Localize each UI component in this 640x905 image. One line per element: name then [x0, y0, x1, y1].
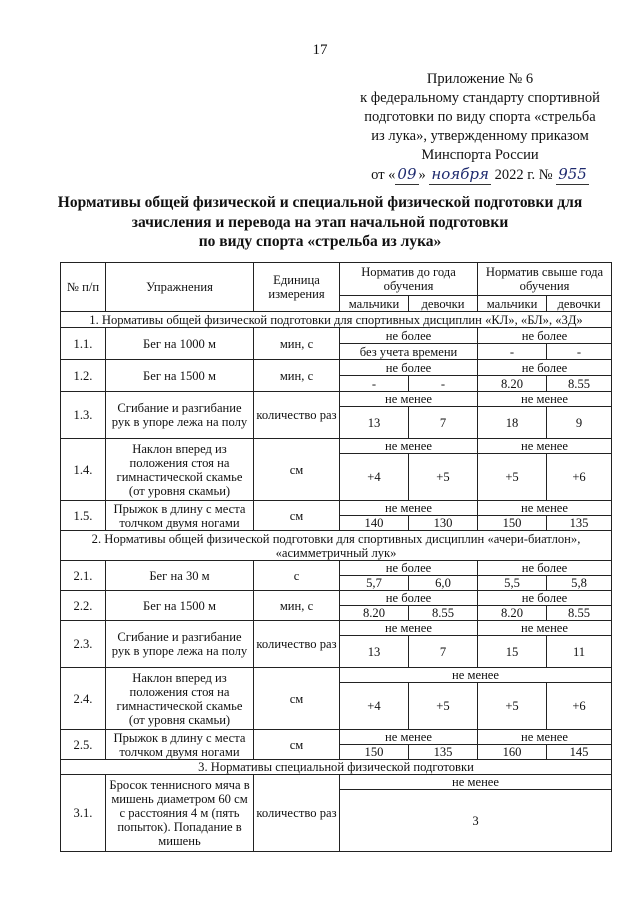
header-norm-upto: Норматив до года обучения [340, 263, 478, 296]
appendix-line: из лука», утвержденному приказом [371, 128, 589, 144]
table-row [61, 730, 612, 745]
header-norm-over: Норматив свыше года обучения [478, 263, 612, 296]
appendix-header [330, 70, 630, 185]
value: 160 [478, 745, 547, 760]
exercise-name: Бросок теннисного мяча в мишень диаметром 60 см с расстояния 4 м (пять попыток). Попадание в мишень [106, 775, 254, 852]
value: 8.55 [547, 376, 612, 392]
condition: не менее [340, 439, 478, 454]
condition: не менее [478, 392, 612, 407]
value: +6 [547, 683, 612, 730]
unit: см [254, 439, 340, 501]
value: 8.20 [478, 376, 547, 392]
date-prefix: от « [371, 167, 396, 183]
section-title: 1. Нормативы общей физической подготовки для спортивных дисциплин «КЛ», «БЛ», «3Д» [61, 312, 612, 328]
section-row [61, 312, 612, 328]
row-number: 2.5. [61, 730, 106, 760]
header-boys: мальчики [478, 296, 547, 312]
condition: не менее [340, 621, 478, 636]
header-boys: мальчики [340, 296, 409, 312]
unit: см [254, 668, 340, 730]
value: 6,0 [409, 576, 478, 591]
value: 8.55 [547, 606, 612, 621]
table-row [61, 392, 612, 407]
value: 7 [409, 407, 478, 439]
handwritten-day: 09 [397, 165, 417, 183]
row-number: 2.1. [61, 561, 106, 591]
table-row [61, 328, 612, 344]
value: 8.20 [478, 606, 547, 621]
table-row [61, 621, 612, 636]
value: 150 [478, 516, 547, 531]
value: - [547, 344, 612, 360]
title-line: Нормативы общей физической и специальной физической подготовки для [57, 194, 583, 211]
unit: количество раз [254, 621, 340, 668]
value: +5 [409, 683, 478, 730]
table-header-row [61, 263, 612, 296]
condition: не менее [340, 392, 478, 407]
title-line: зачисления и перевода на этап начальной подготовки [131, 213, 509, 231]
condition: не более [340, 561, 478, 576]
row-number: 1.5. [61, 501, 106, 531]
condition: не более [340, 360, 478, 376]
condition: не менее [478, 439, 612, 454]
condition: не более [478, 328, 612, 344]
value: 150 [340, 745, 409, 760]
condition: не менее [340, 730, 478, 745]
appendix-line: Приложение № 6 [426, 71, 534, 87]
exercise-name: Бег на 1000 м [106, 328, 254, 360]
row-number: 1.1. [61, 328, 106, 360]
table-row [61, 775, 612, 790]
value: 135 [409, 745, 478, 760]
value: +5 [478, 683, 547, 730]
value: 140 [340, 516, 409, 531]
table-row [61, 668, 612, 683]
header-exercise: Упражнения [106, 263, 254, 312]
condition: не менее [478, 501, 612, 516]
value: 13 [340, 407, 409, 439]
table-row [61, 439, 612, 454]
value: - [340, 376, 409, 392]
exercise-name: Прыжок в длину с места толчком двумя ногами [106, 501, 254, 531]
value: без учета времени [340, 344, 478, 360]
table-row [61, 501, 612, 516]
unit: с [254, 561, 340, 591]
unit: см [254, 501, 340, 531]
exercise-name: Бег на 1500 м [106, 591, 254, 621]
section-title: 3. Нормативы специальной физической подготовки [61, 760, 612, 775]
value: 5,7 [340, 576, 409, 591]
appendix-line: подготовки по виду спорта «стрельба [364, 109, 596, 125]
value: +5 [478, 454, 547, 501]
row-number: 1.4. [61, 439, 106, 501]
value: 9 [547, 407, 612, 439]
value: +5 [409, 454, 478, 501]
value: 3 [340, 790, 612, 852]
table-row [61, 561, 612, 576]
condition: не менее [340, 501, 478, 516]
condition: не более [340, 328, 478, 344]
value: +4 [340, 683, 409, 730]
header-girls: девочки [409, 296, 478, 312]
unit: мин, с [254, 591, 340, 621]
value: 5,8 [547, 576, 612, 591]
handwritten-month: ноября [431, 165, 489, 183]
row-number: 1.2. [61, 360, 106, 392]
row-number: 2.3. [61, 621, 106, 668]
row-number: 3.1. [61, 775, 106, 852]
value: 130 [409, 516, 478, 531]
value: 13 [340, 636, 409, 668]
condition: не менее [478, 730, 612, 745]
value: 8.55 [409, 606, 478, 621]
standards-table [60, 262, 612, 852]
unit: см [254, 730, 340, 760]
value: +4 [340, 454, 409, 501]
header-num: № п/п [61, 263, 106, 312]
value: 145 [547, 745, 612, 760]
exercise-name: Наклон вперед из положения стоя на гимнастической скамье (от уровня скамьи) [106, 439, 254, 501]
unit: количество раз [254, 392, 340, 439]
document-title [40, 193, 600, 252]
handwritten-order-number: 955 [558, 165, 587, 183]
exercise-name: Сгибание и разгибание рук в упоре лежа на полу [106, 621, 254, 668]
header-unit: Единица измерения [254, 263, 340, 312]
page-number: 17 [312, 42, 328, 58]
value: - [409, 376, 478, 392]
table-row [61, 360, 612, 376]
condition: не более [478, 561, 612, 576]
appendix-line: к федеральному стандарту спортивной [360, 90, 600, 106]
condition: не более [478, 360, 612, 376]
value: 15 [478, 636, 547, 668]
value: 7 [409, 636, 478, 668]
unit: мин, с [254, 360, 340, 392]
value: 5,5 [478, 576, 547, 591]
unit: мин, с [254, 328, 340, 360]
date-mid: » [418, 167, 426, 183]
value: 18 [478, 407, 547, 439]
unit: количество раз [254, 775, 340, 852]
value: 135 [547, 516, 612, 531]
row-number: 1.3. [61, 392, 106, 439]
condition: не более [340, 591, 478, 606]
value: 11 [547, 636, 612, 668]
exercise-name: Прыжок в длину с места толчком двумя ногами [106, 730, 254, 760]
row-number: 2.2. [61, 591, 106, 621]
table-row [61, 591, 612, 606]
section-row [61, 531, 612, 561]
value: +6 [547, 454, 612, 501]
section-row [61, 760, 612, 775]
exercise-name: Сгибание и разгибание рук в упоре лежа на полу [106, 392, 254, 439]
condition: не менее [340, 775, 612, 790]
value: - [478, 344, 547, 360]
condition: не менее [340, 668, 612, 683]
section-title: 2. Нормативы общей физической подготовки для спортивных дисциплин «ачери-биатлон», «асимметричный лук» [61, 531, 612, 561]
condition: не более [478, 591, 612, 606]
value: 8.20 [340, 606, 409, 621]
exercise-name: Бег на 30 м [106, 561, 254, 591]
exercise-name: Бег на 1500 м [106, 360, 254, 392]
date-year: 2022 г. № [494, 167, 553, 183]
row-number: 2.4. [61, 668, 106, 730]
appendix-date-line [330, 165, 630, 185]
title-line: по виду спорта «стрельба из лука» [198, 233, 442, 250]
appendix-line: Минспорта России [421, 147, 539, 163]
header-girls: девочки [547, 296, 612, 312]
condition: не менее [478, 621, 612, 636]
exercise-name: Наклон вперед из положения стоя на гимнастической скамье (от уровня скамьи) [106, 668, 254, 730]
